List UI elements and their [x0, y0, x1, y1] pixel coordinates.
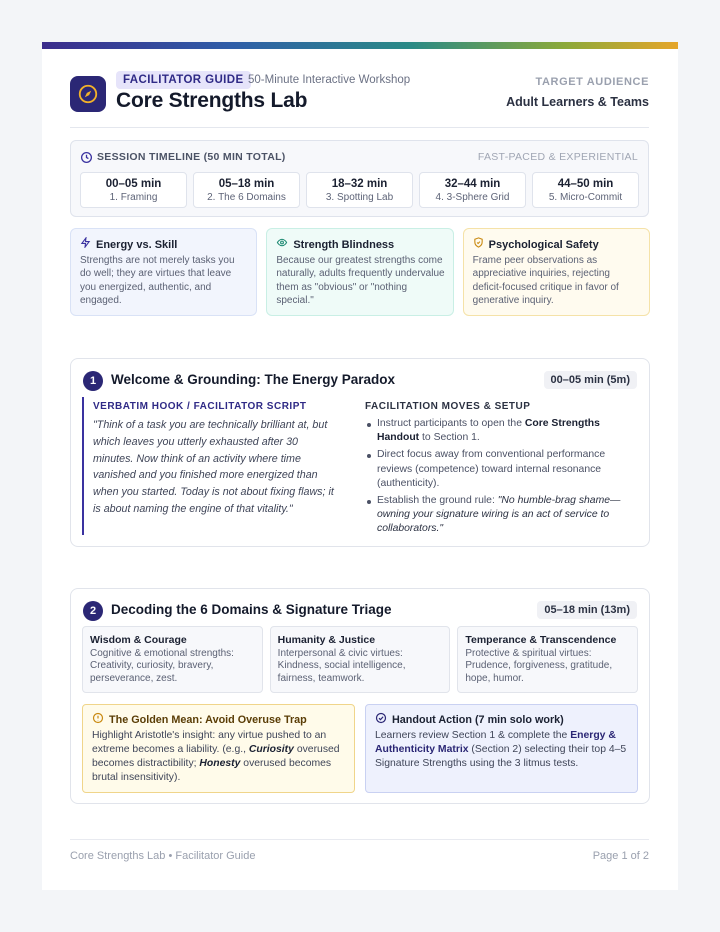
step-name: 3. Spotting Lab — [325, 192, 394, 203]
domain-grid — [82, 626, 638, 693]
shield-icon — [473, 237, 484, 252]
concept-title: Energy vs. Skill — [96, 238, 178, 251]
concept-body: Frame peer observations as appreciative inquiries, rejecting deficit-focused critique in favor of generative inquiry. — [472, 255, 619, 306]
section-notes — [82, 704, 638, 793]
compass-icon — [70, 76, 106, 112]
key-concepts — [70, 228, 650, 316]
domain-title: Wisdom & Courage — [90, 634, 187, 646]
note-title: Handout Action (7 min solo work) — [392, 714, 564, 726]
header-divider — [70, 127, 649, 128]
alert-circle-icon — [92, 712, 104, 728]
domain-title: Humanity & Justice — [277, 634, 376, 646]
script-text: "Think of a task you are technically brilliant at, but which leaves you utterly exhausted after 30 minutes. Now think of an activity where time vanished and you finished more energized than when you started. Today is not about fixing flaws; it is about naming the engine of that vitality." — [93, 419, 334, 515]
guide-badge: FACILITATOR GUIDE — [116, 71, 251, 89]
facilitator-script — [82, 397, 336, 535]
gradient-bar — [42, 42, 678, 49]
moves-label: FACILITATION MOVES & SETUP — [365, 401, 531, 412]
note-body: Learners review Section 1 & complete the Energy & Authenticity Matrix (Section 2) selecting their top 4–5 Signature Strengths using the 3 litmus tests. — [375, 730, 627, 769]
domain-card — [82, 626, 263, 693]
section-number: 2 — [83, 601, 103, 621]
domain-body: Interpersonal & civic virtues: Kindness, social intelligence, fairness, teamwork. — [277, 648, 406, 684]
check-circle-icon — [375, 712, 387, 728]
facilitation-moves — [365, 400, 638, 540]
eye-icon — [276, 237, 288, 252]
note-body: Highlight Aristotle's insight: any virtue pushed to an extreme becomes a liability. (e.g., Curiosity overused becomes distractibility; Honesty overused becomes brutal insensitivity). — [92, 730, 340, 783]
timeline-step — [419, 172, 526, 208]
step-time: 18–32 min — [331, 178, 388, 190]
domain-body: Protective & spiritual virtues: Prudence, forgiveness, gratitude, hope, humor. — [465, 648, 613, 684]
concept-body: Strengths are not merely tasks you do well; they are virtues that leave you energized, authentic, and engaged. — [80, 255, 235, 306]
domain-title: Temperance & Transcendence — [465, 634, 617, 646]
audience-value: Adult Learners & Teams — [506, 95, 649, 109]
step-time: 00–05 min — [105, 178, 162, 190]
domain-body: Cognitive & emotional strengths: Creativity, curiosity, bravery, perseverance, zest. — [90, 648, 234, 684]
list-item: Instruct participants to open the Core Strengths Handout to Section 1. — [365, 417, 638, 445]
script-label: VERBATIM HOOK / FACILITATOR SCRIPT — [93, 401, 307, 412]
timeline-tag: FAST-PACED & EXPERIENTIAL — [477, 151, 638, 163]
page-number: Page 1 of 2 — [592, 850, 649, 862]
lightning-icon — [80, 237, 91, 252]
page-footer — [70, 839, 649, 861]
section-time: 00–05 min (5m) — [544, 371, 637, 389]
section-title: Welcome & Grounding: The Energy Paradox — [111, 372, 396, 387]
concept-title: Psychological Safety — [488, 238, 599, 251]
handout-action-note — [365, 704, 638, 793]
page-header — [70, 71, 649, 121]
step-name: 2. The 6 Domains — [207, 192, 286, 203]
section-number: 1 — [83, 371, 103, 391]
clock-icon — [80, 151, 93, 169]
domain-card — [457, 626, 638, 693]
concept-title: Strength Blindness — [293, 238, 395, 251]
section-title: Decoding the 6 Domains & Signature Triage — [111, 602, 392, 617]
footer-title: Core Strengths Lab • Facilitator Guide — [70, 850, 256, 862]
step-time: 44–50 min — [557, 178, 614, 190]
section-domains — [70, 588, 650, 804]
list-item: Establish the ground rule: "No humble-brag shame—owning your signature wiring is an act of service to collaborators." — [365, 494, 638, 537]
list-item: Direct focus away from conventional performance reviews (competence) toward internal resonance (authenticity). — [365, 448, 638, 491]
audience-label: TARGET AUDIENCE — [535, 76, 649, 88]
guide-page — [42, 42, 678, 890]
concept-card — [70, 228, 257, 316]
timeline-step — [306, 172, 413, 208]
concept-body: Because our greatest strengths come naturally, adults frequently undervalue them as "obvious" or "nothing special." — [276, 255, 445, 306]
page-title: Core Strengths Lab — [116, 89, 308, 112]
timeline-step — [193, 172, 300, 208]
timeline-step — [80, 172, 187, 208]
workshop-subtitle: 50-Minute Interactive Workshop — [248, 74, 411, 86]
section-time: 05–18 min (13m) — [537, 601, 637, 619]
step-time: 32–44 min — [444, 178, 501, 190]
concept-card — [463, 228, 650, 316]
step-name: 1. Framing — [109, 192, 158, 203]
section-welcome — [70, 358, 650, 547]
timeline-step — [532, 172, 639, 208]
note-title: The Golden Mean: Avoid Overuse Trap — [109, 714, 307, 726]
step-name: 4. 3-Sphere Grid — [435, 192, 510, 203]
timeline-title: SESSION TIMELINE (50 MIN TOTAL) — [97, 151, 286, 163]
golden-mean-note — [82, 704, 355, 793]
domain-card — [270, 626, 451, 693]
session-timeline — [70, 140, 649, 217]
step-time: 05–18 min — [218, 178, 275, 190]
step-name: 5. Micro-Commit — [548, 192, 623, 203]
concept-card — [266, 228, 453, 316]
